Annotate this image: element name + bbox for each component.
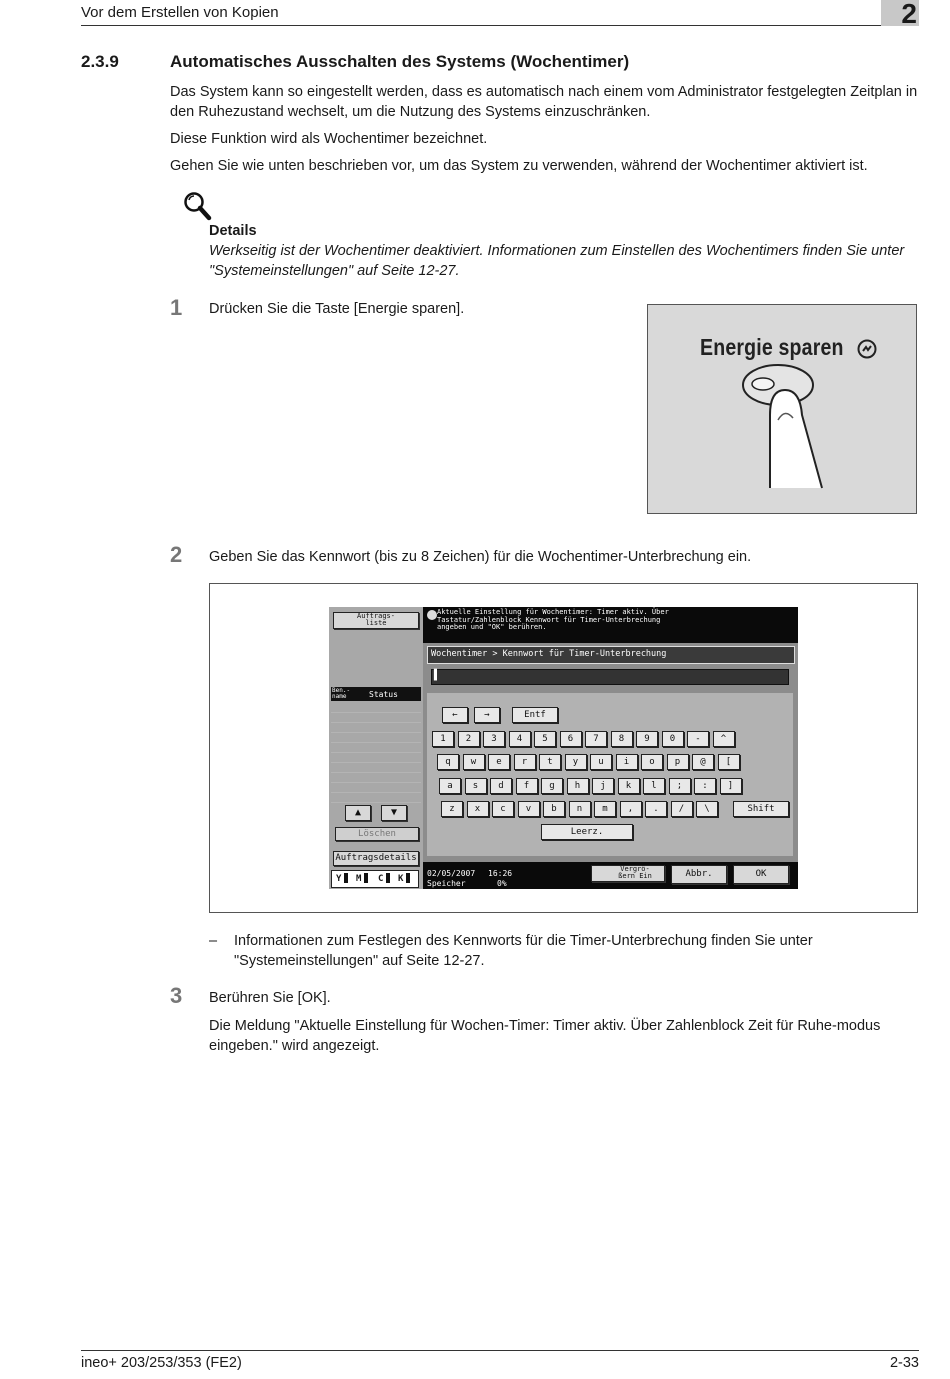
key[interactable]: p xyxy=(667,754,689,770)
details-label: Details xyxy=(209,223,257,239)
step-text: Geben Sie das Kennwort (bis zu 8 Zeichen) für die Wochentimer-Unterbrechung ein. xyxy=(209,549,752,565)
key[interactable]: v xyxy=(518,801,540,817)
toner-m: M xyxy=(356,874,362,884)
column-status: Status xyxy=(369,690,398,699)
password-input[interactable] xyxy=(431,669,789,685)
key[interactable]: j xyxy=(592,778,614,794)
key[interactable]: \ xyxy=(696,801,718,817)
key[interactable]: 0 xyxy=(662,731,684,747)
shift-key[interactable]: Shift xyxy=(733,801,789,817)
space-key[interactable]: Leerz. xyxy=(541,824,633,840)
section-number: 2.3.9 xyxy=(81,52,119,71)
cursor-right-key[interactable]: → xyxy=(474,707,500,723)
key[interactable]: c xyxy=(492,801,514,817)
key[interactable]: z xyxy=(441,801,463,817)
key[interactable]: 3 xyxy=(483,731,505,747)
step-number: 2 xyxy=(170,542,183,567)
key[interactable]: f xyxy=(516,778,538,794)
running-title: Vor dem Erstellen von Kopien xyxy=(81,4,279,21)
cancel-button[interactable]: Abbr. xyxy=(671,865,727,884)
key[interactable]: w xyxy=(463,754,485,770)
key[interactable]: r xyxy=(514,754,536,770)
toner-k: K xyxy=(398,874,404,884)
header-rule xyxy=(81,25,881,26)
key[interactable]: [ xyxy=(718,754,740,770)
key[interactable]: h xyxy=(567,778,589,794)
key[interactable]: a xyxy=(439,778,461,794)
finger-pressing-icon xyxy=(730,360,840,490)
step-detail: Die Meldung "Aktuelle Einstellung für Wochen-Timer: Timer aktiv. Über Zahlenblock Zeit für Ruhe-modus eingeben." wird angezeigt. xyxy=(209,1018,881,1054)
intro-paragraph: Diese Funktion wird als Wochentimer bezeichnet. xyxy=(170,131,488,147)
info-icon xyxy=(427,610,437,620)
chapter-number: 2 xyxy=(901,0,917,29)
key[interactable]: d xyxy=(490,778,512,794)
ok-button[interactable]: OK xyxy=(733,865,789,884)
job-list xyxy=(331,703,421,803)
key[interactable]: ] xyxy=(720,778,742,794)
breadcrumb-text: Wochentimer > Kennwort für Timer-Unterbrechung xyxy=(431,649,667,659)
key[interactable]: , xyxy=(620,801,642,817)
scroll-down-button[interactable]: ▼ xyxy=(381,805,407,821)
toner-bar xyxy=(386,873,390,883)
key[interactable]: e xyxy=(488,754,510,770)
key[interactable]: 9 xyxy=(636,731,658,747)
key[interactable]: o xyxy=(641,754,663,770)
key[interactable]: k xyxy=(618,778,640,794)
key[interactable]: q xyxy=(437,754,459,770)
key[interactable]: / xyxy=(671,801,693,817)
key[interactable]: b xyxy=(543,801,565,817)
step-number: 3 xyxy=(170,983,183,1008)
power-save-icon xyxy=(855,337,879,361)
key[interactable]: . xyxy=(645,801,667,817)
status-message: Aktuelle Einstellung für Wochentimer: Timer aktiv. Über Tastatur/Zahlenblock Kennwort für Timer-Unterbrechung angeben und "OK" berühren. xyxy=(437,608,669,631)
key[interactable]: 7 xyxy=(585,731,607,747)
delete-job-button[interactable]: Löschen xyxy=(335,827,419,841)
footer-model: ineo+ 203/253/353 (FE2) xyxy=(81,1355,242,1371)
time: 16:26 xyxy=(488,869,513,878)
page-number: 2-33 xyxy=(889,1355,919,1371)
toner-bar xyxy=(364,873,368,883)
key[interactable]: @ xyxy=(692,754,714,770)
toner-indicator xyxy=(331,870,419,888)
key[interactable]: : xyxy=(694,778,716,794)
memory-label: Speicher xyxy=(427,879,466,888)
step-number: 1 xyxy=(170,295,183,320)
key[interactable]: - xyxy=(687,731,709,747)
key[interactable]: ; xyxy=(669,778,691,794)
intro-paragraph: Gehen Sie wie unten beschrieben vor, um das System zu verwenden, während der Wochentimer aktiviert ist. xyxy=(170,158,868,174)
footer-rule xyxy=(81,1350,919,1351)
details-text: Werkseitig ist der Wochentimer deaktiviert. Informationen zum Einstellen des Wochentimers finden Sie unter "Systemeinstellungen" auf Seite 12-27. xyxy=(209,243,905,279)
memory-value: 0% xyxy=(497,879,507,888)
key[interactable]: i xyxy=(616,754,638,770)
key[interactable]: 2 xyxy=(458,731,480,747)
column-name: Ben.- name xyxy=(332,687,351,700)
step-text: Berühren Sie [OK]. xyxy=(209,990,331,1006)
key[interactable]: l xyxy=(643,778,665,794)
key[interactable]: u xyxy=(590,754,612,770)
toner-c: C xyxy=(378,874,384,884)
intro-paragraph: Das System kann so eingestellt werden, dass es automatisch nach einem vom Administrator festgelegten Zeitplan in den Ruhezustand wechselt, um die Nutzung des Systems einzuschränken. xyxy=(170,84,918,120)
magnifier-icon xyxy=(183,191,213,221)
key[interactable]: 4 xyxy=(509,731,531,747)
cursor-left-key[interactable]: ← xyxy=(442,707,468,723)
touch-panel-screen xyxy=(329,607,798,889)
key[interactable]: x xyxy=(467,801,489,817)
key[interactable]: t xyxy=(539,754,561,770)
scroll-up-button[interactable]: ▲ xyxy=(345,805,371,821)
delete-key[interactable]: Entf xyxy=(512,707,558,723)
toner-bar xyxy=(344,873,348,883)
key[interactable]: y xyxy=(565,754,587,770)
key[interactable]: g xyxy=(541,778,563,794)
key[interactable]: 6 xyxy=(560,731,582,747)
key[interactable]: 8 xyxy=(611,731,633,747)
energy-save-label: Energie sparen xyxy=(700,334,844,360)
job-list-button[interactable]: Auftrags- liste xyxy=(333,612,419,629)
key[interactable]: m xyxy=(594,801,616,817)
section-title: Automatisches Ausschalten des Systems (Wochentimer) xyxy=(170,52,630,71)
date: 02/05/2007 xyxy=(427,869,476,878)
key[interactable]: n xyxy=(569,801,591,817)
step-text: Drücken Sie die Taste [Energie sparen]. xyxy=(209,301,465,317)
note-dash: – xyxy=(209,933,218,949)
key[interactable]: s xyxy=(465,778,487,794)
toner-y: Y xyxy=(336,874,342,884)
input-cursor: ▌ xyxy=(434,670,441,681)
step-note: Informationen zum Festlegen des Kennworts für die Timer-Unterbrechung finden Sie unter "Systemeinstellungen" auf Seite 12-27. xyxy=(234,933,813,969)
key[interactable]: 5 xyxy=(534,731,556,747)
key[interactable]: ^ xyxy=(713,731,735,747)
key[interactable]: 1 xyxy=(432,731,454,747)
toner-bar xyxy=(406,873,410,883)
job-details-button[interactable]: Auftragsdetails xyxy=(333,851,419,866)
enlarge-display-button[interactable]: Vergrö- ßern Ein xyxy=(591,865,665,882)
